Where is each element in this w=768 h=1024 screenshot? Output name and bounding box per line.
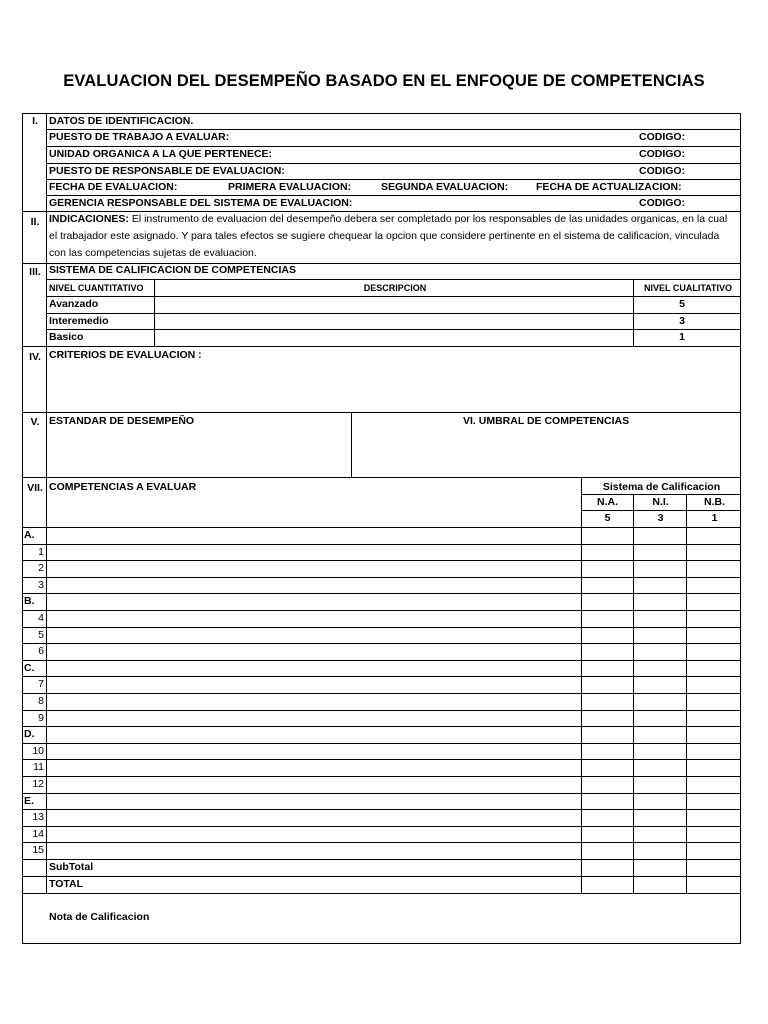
section-2-number: II. xyxy=(30,216,40,228)
fecha-evaluacion-label: FECHA DE EVALUACION: xyxy=(49,181,178,193)
evaluation-form xyxy=(22,113,741,944)
indicaciones-text xyxy=(49,211,735,262)
item-number: 9 xyxy=(38,711,44,724)
item-number: 11 xyxy=(33,761,44,774)
indicaciones-body: El instrumento de evaluacion del desempeño debera ser completado por los responsables de las unidades organicas, en la cual el trabajador este asignado. Y para tales efectos se sugiere chequear la opcion que considere pertinente en el sistema de calificacion, vinculada con las competencias sujetas de evaluacion. xyxy=(49,213,728,259)
col-value-nb: 1 xyxy=(711,512,718,524)
primera-evaluacion-label: PRIMERA EVALUACION: xyxy=(228,181,352,193)
section-4-heading: CRITERIOS DE EVALUACION : xyxy=(49,349,202,361)
level-name: Basico xyxy=(49,331,84,343)
item-number: 8 xyxy=(38,695,44,707)
sistema-calificacion-header: Sistema de Calificacion xyxy=(602,481,721,493)
item-number: 5 xyxy=(38,628,44,641)
fecha-actualizacion-label: FECHA DE ACTUALIZACION: xyxy=(536,181,682,193)
group-letter: E. xyxy=(24,794,34,807)
col-header-na: N.A. xyxy=(597,496,618,508)
section-1-number: I. xyxy=(32,115,38,127)
descripcion-header: DESCRIPCION xyxy=(363,283,427,293)
item-number: 4 xyxy=(38,612,44,624)
page-title: EVALUACION DEL DESEMPEÑO BASADO EN EL ENFOQUE DE COMPETENCIAS xyxy=(63,72,705,90)
codigo-label-unidad: CODIGO: xyxy=(639,148,686,160)
item-number: 7 xyxy=(38,678,44,691)
col-value-na: 5 xyxy=(604,512,611,524)
item-number: 13 xyxy=(32,811,44,824)
nivel-cualitativo-header: NIVEL CUALITATIVO xyxy=(643,283,732,293)
subtotal-label: SubTotal xyxy=(49,861,94,873)
section-4-number: IV. xyxy=(29,351,41,363)
item-number: 10 xyxy=(32,744,44,757)
col-value-ni: 3 xyxy=(657,512,664,524)
section-5-number: V. xyxy=(30,416,40,428)
nivel-cuantitativo-header: NIVEL CUANTITATIVO xyxy=(49,283,144,293)
col-header-ni: N.I. xyxy=(652,496,669,508)
total-label: TOTAL xyxy=(49,877,84,890)
section-7-number: VII. xyxy=(27,482,43,494)
unidad-organica-label: UNIDAD ORGANICA A LA QUE PERTENECE: xyxy=(49,148,273,160)
col-header-nb: N.B. xyxy=(704,496,725,508)
level-value: 5 xyxy=(679,298,685,310)
level-value: 1 xyxy=(679,331,685,343)
puesto-responsable-label: PUESTO DE RESPONSABLE DE EVALUACION: xyxy=(49,165,285,177)
item-number: 14 xyxy=(32,827,44,840)
item-number: 1 xyxy=(38,545,44,558)
item-number: 12 xyxy=(32,778,44,790)
item-number: 3 xyxy=(38,578,44,591)
level-name: Interemedio xyxy=(49,315,109,327)
codigo-label-puesto: CODIGO: xyxy=(639,131,686,143)
section-3-number: III. xyxy=(29,266,41,278)
level-value: 3 xyxy=(679,315,685,327)
section-3-heading: SISTEMA DE CALIFICACION DE COMPETENCIAS xyxy=(49,264,296,276)
group-letter: B. xyxy=(24,595,35,608)
group-letter: A. xyxy=(24,529,35,541)
group-letter: D. xyxy=(24,728,35,741)
indicaciones-label: INDICACIONES: xyxy=(49,213,129,225)
group-letter: C. xyxy=(24,661,35,674)
gerencia-responsable-label: GERENCIA RESPONSABLE DEL SISTEMA DE EVALUACION: xyxy=(49,197,353,209)
item-number: 15 xyxy=(32,844,44,857)
codigo-label-gerencia: CODIGO: xyxy=(639,197,686,209)
segunda-evaluacion-label: SEGUNDA EVALUACION: xyxy=(381,181,509,193)
level-name: Avanzado xyxy=(49,298,99,310)
item-number: 2 xyxy=(38,562,44,575)
item-number: 6 xyxy=(38,645,44,658)
section-7-heading: COMPETENCIAS A EVALUAR xyxy=(49,481,197,493)
nota-calificacion-label: Nota de Calificacion xyxy=(49,911,150,923)
section-1-heading: DATOS DE IDENTIFICACION. xyxy=(49,115,194,127)
puesto-trabajo-label: PUESTO DE TRABAJO A EVALUAR: xyxy=(49,131,230,143)
section-6-heading: VI. UMBRAL DE COMPETENCIAS xyxy=(463,415,630,427)
codigo-label-responsable: CODIGO: xyxy=(639,165,686,177)
section-5-heading: ESTANDAR DE DESEMPEÑO xyxy=(49,415,195,427)
